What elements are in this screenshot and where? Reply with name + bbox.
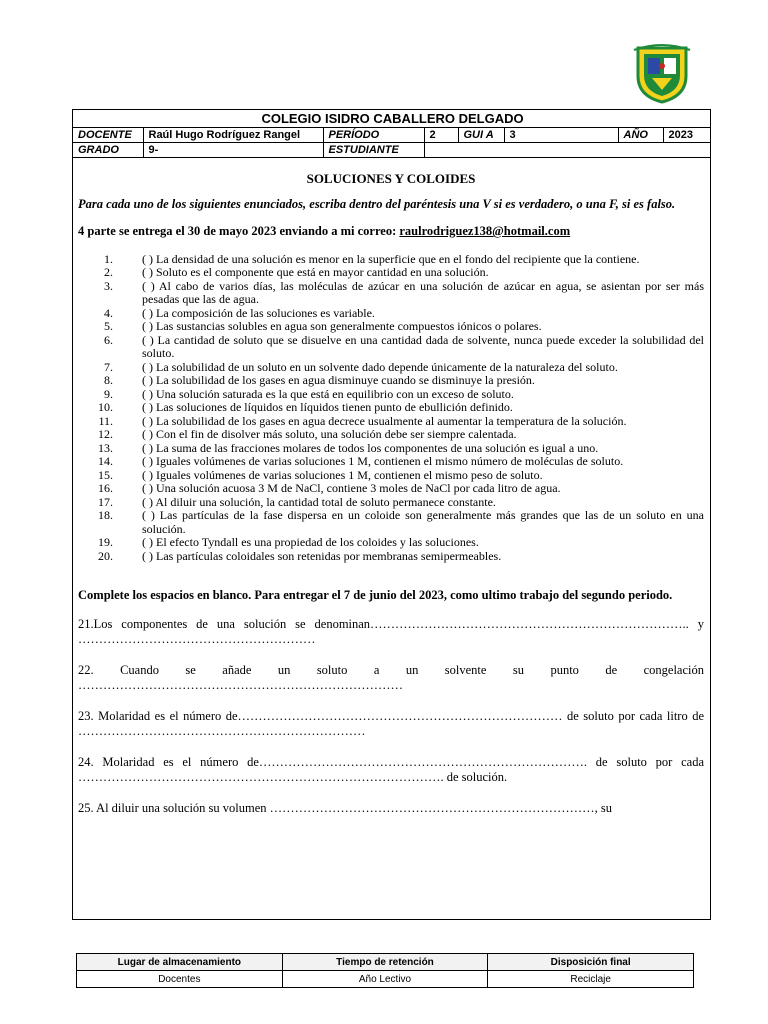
item-number: 18.	[98, 508, 113, 522]
worksheet-title: SOLUCIONES Y COLOIDES	[306, 171, 476, 186]
item-number: 11.	[98, 413, 113, 428]
item-number: 17.	[98, 494, 113, 509]
instructions: Para cada uno de los siguientes enunciados, escriba dentro del paréntesis una V si es verdadero, o una F, si es falso.	[78, 196, 676, 211]
header-table	[73, 110, 711, 158]
item-number: 14.	[98, 454, 113, 468]
storage-header: Lugar de almacenamiento	[77, 954, 283, 971]
item-statement: ( ) Las partículas coloidales son retenidas por membranas semipermeables.	[142, 548, 502, 563]
item-statement: ( ) Al cabo de varios días, las moléculas de azúcar en una solución de azúcar en agua, se asientan por ser más pesadas que las de agua.	[142, 278, 704, 306]
disposition-value: Reciclaje	[488, 971, 694, 988]
grado-label: GRADO	[73, 143, 143, 158]
retention-header: Tiempo de retención	[282, 954, 488, 971]
delivery-text: 4 parte se entrega el 30 de mayo 2023 enviando a mi correo:	[78, 224, 400, 238]
item-statement: ( ) Iguales volúmenes de varias soluciones 1 M, contienen el mismo peso de soluto.	[142, 467, 543, 482]
complete-instructions: Complete los espacios en blanco. Para entregar el 7 de junio del 2023, como ultimo trabajo del segundo periodo.	[78, 588, 673, 602]
true-false-list	[78, 253, 704, 564]
delivery-note	[78, 225, 704, 239]
item-number: 3.	[104, 278, 113, 293]
list-item	[78, 469, 704, 483]
item-statement: ( ) La cantidad de soluto que se disuelve en una cantidad dada de solvente, nunca puede exceder la solubilidad del soluto.	[142, 332, 704, 360]
list-item	[78, 496, 704, 510]
list-item	[78, 253, 704, 267]
item-statement: ( ) La densidad de una solución es menor en la superficie que en el fondo del recipiente que la contiene.	[142, 251, 640, 266]
list-item	[78, 428, 704, 442]
item-statement: ( ) Con el fin de disolver más soluto, una solución debe ser siempre calentada.	[142, 427, 517, 441]
list-item	[78, 455, 704, 469]
item-number: 15.	[98, 467, 113, 482]
question-22: 22. Cuando se añade un soluto a un solvente su punto de congelación ……………………………………………………………………	[78, 662, 704, 692]
estudiante-label: ESTUDIANTE	[323, 143, 424, 158]
guia-value: 3	[504, 128, 618, 143]
list-item	[78, 361, 704, 375]
item-statement: ( ) El efecto Tyndall es una propiedad de los coloides y las soluciones.	[142, 535, 479, 549]
list-item	[78, 509, 704, 536]
retention-table	[76, 953, 694, 988]
list-item	[78, 280, 704, 307]
list-item	[78, 266, 704, 280]
disposition-header: Disposición final	[488, 954, 694, 971]
list-item	[78, 320, 704, 334]
periodo-label: PERÍODO	[323, 128, 424, 143]
item-statement: ( ) Las partículas de la fase dispersa en un coloide son generalmente más grandes que las de un soluto en una solución.	[142, 508, 704, 536]
grado-value: 9-	[143, 143, 323, 158]
item-statement: ( ) Al diluir una solución, la cantidad total de soluto permanece constante.	[142, 494, 496, 509]
item-statement: ( ) La solubilidad de un soluto en un solvente dado depende únicamente de la naturaleza del soluto.	[142, 359, 618, 374]
question-24: 24. Molaridad es el número de……………………………………………………………………. de soluto por cada ……………………………………………………………………………. de solución.	[78, 754, 704, 784]
item-statement: ( ) Soluto es el componente que está en mayor cantidad en una solución.	[142, 265, 489, 279]
item-statement: ( ) La solubilidad de los gases en agua decrece usualmente al aumentar la temperatura de la solución.	[142, 413, 627, 428]
item-number: 9.	[104, 386, 113, 401]
item-statement: ( ) La solubilidad de los gases en agua disminuye cuando se disminuye la presión.	[142, 373, 535, 387]
item-statement: ( ) La composición de las soluciones es variable.	[142, 305, 375, 320]
item-number: 8.	[104, 373, 113, 387]
item-number: 10.	[98, 400, 113, 414]
list-item	[78, 550, 704, 564]
item-number: 12.	[98, 427, 113, 441]
email-link[interactable]: raulrodriguez138@hotmail.com	[399, 224, 571, 238]
estudiante-field[interactable]	[424, 143, 711, 158]
item-statement: ( ) Una solución saturada es la que está en equilibrio con un exceso de soluto.	[142, 386, 514, 401]
storage-value: Docentes	[77, 971, 283, 988]
item-number: 19.	[98, 535, 113, 549]
item-statement: ( ) Una solución acuosa 3 M de NaCl, contiene 3 moles de NaCl por cada litro de agua.	[142, 481, 561, 495]
list-item	[78, 442, 704, 456]
item-number: 13.	[98, 440, 113, 455]
question-23: 23. Molaridad es el número de…………………………………………………………………… de soluto por cada litro de ……………………………………………………………	[78, 708, 704, 738]
list-item	[78, 334, 704, 361]
list-item	[78, 374, 704, 388]
question-25: 25. Al diluir una solución su volumen ……………………………………………………………………, su	[78, 800, 613, 815]
worksheet-body	[73, 172, 710, 816]
periodo-value: 2	[424, 128, 458, 143]
item-number: 7.	[104, 359, 113, 374]
list-item	[78, 401, 704, 415]
retention-value: Año Lectivo	[282, 971, 488, 988]
item-number: 2.	[104, 265, 113, 279]
item-statement: ( ) La suma de las fracciones molares de todos los componentes de una solución es igual a uno.	[142, 440, 599, 455]
guia-label: GUI A	[458, 128, 504, 143]
list-item	[78, 415, 704, 429]
anio-value: 2023	[663, 128, 711, 143]
list-item	[78, 536, 704, 550]
question-21: 21.Los componentes de una solución se denominan………………………………………………………………….. y …………………………………………………	[78, 616, 704, 646]
list-item	[78, 307, 704, 321]
school-crest-logo	[632, 42, 692, 104]
item-number: 6.	[104, 332, 113, 347]
item-number: 20.	[98, 548, 113, 563]
list-item	[78, 388, 704, 402]
docente-value: Raúl Hugo Rodríguez Rangel	[143, 128, 323, 143]
item-number: 4.	[104, 305, 113, 320]
document-frame	[72, 109, 711, 920]
item-statement: ( ) Las sustancias solubles en agua son generalmente compuestos iónicos o polares.	[142, 319, 542, 333]
docente-label: DOCENTE	[73, 128, 143, 143]
item-number: 16.	[98, 481, 113, 495]
list-item	[78, 482, 704, 496]
item-number: 1.	[104, 251, 113, 266]
item-statement: ( ) Iguales volúmenes de varias soluciones 1 M, contienen el mismo número de moléculas de soluto.	[142, 454, 624, 468]
item-number: 5.	[104, 319, 113, 333]
anio-label: AÑO	[618, 128, 663, 143]
item-statement: ( ) Las soluciones de líquidos en líquidos tienen punto de ebullición definido.	[142, 400, 513, 414]
school-name: COLEGIO ISIDRO CABALLERO DELGADO	[73, 110, 711, 128]
